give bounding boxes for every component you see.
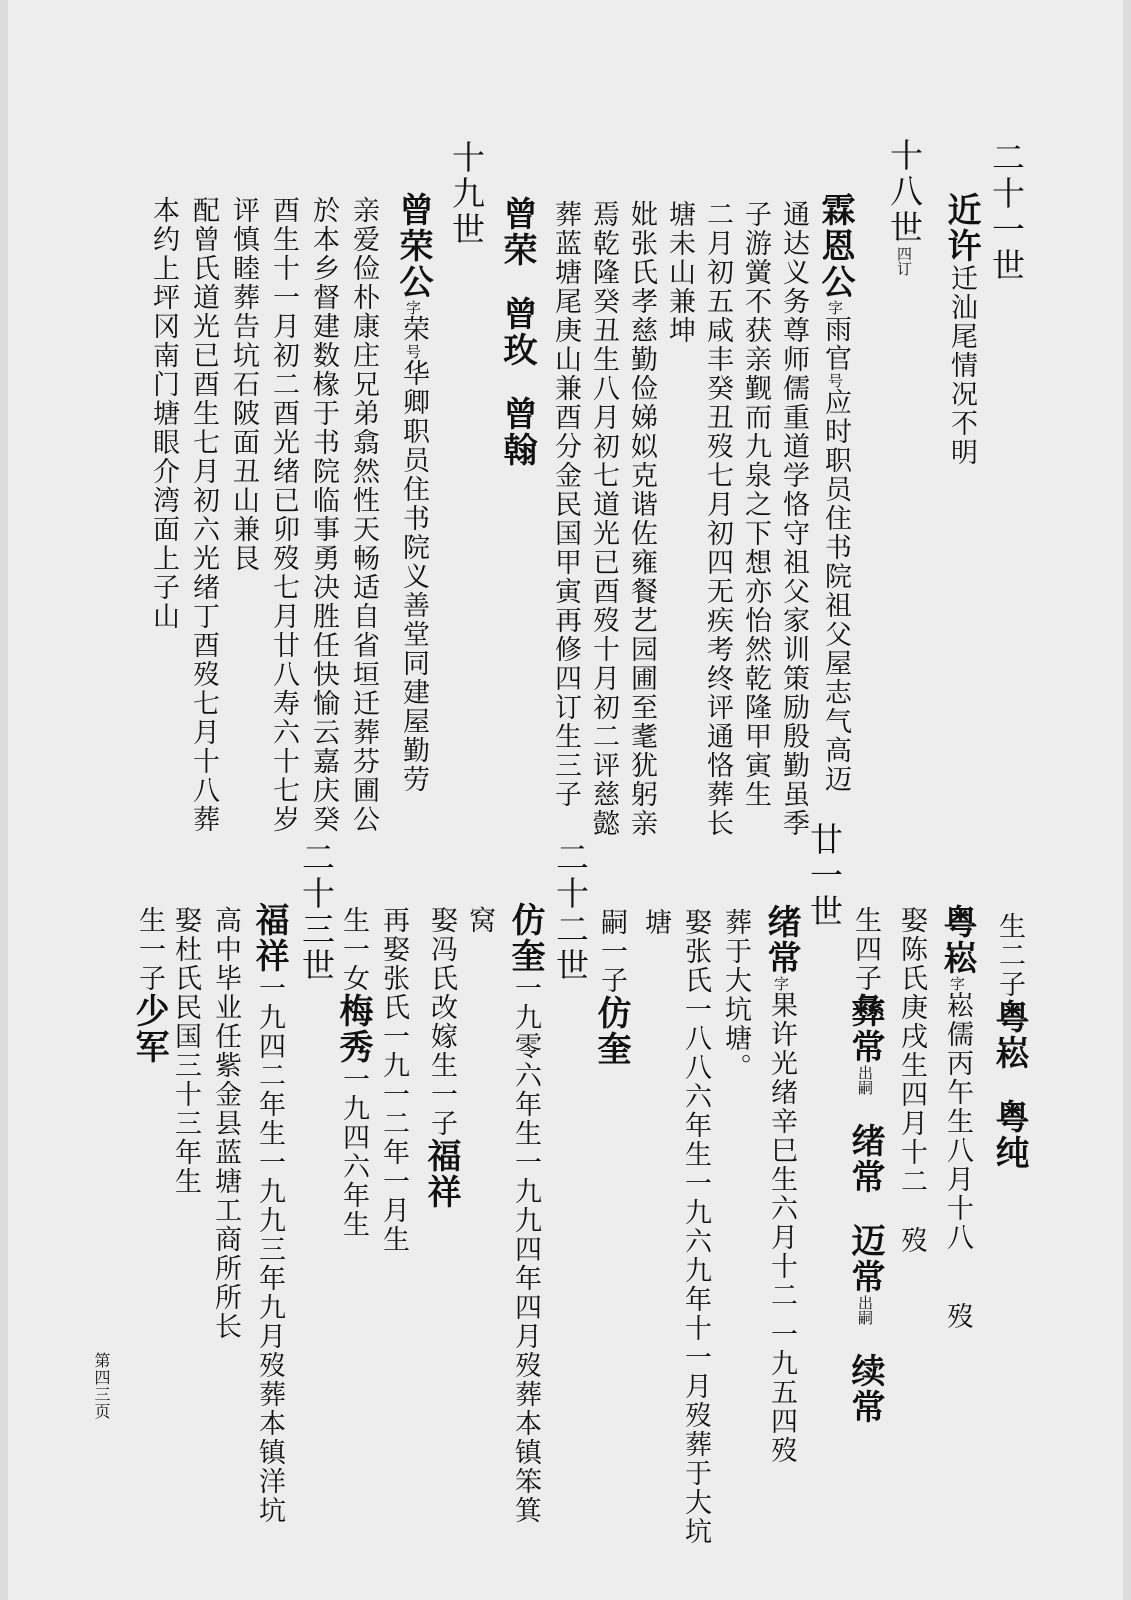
entry-text: 生二子	[994, 912, 1025, 999]
child-name: 彝常	[845, 993, 885, 1065]
person-name: 曾荣公	[393, 192, 433, 300]
page-number: 第四三页	[92, 1352, 111, 1420]
person-name: 近许	[941, 192, 981, 264]
entry-text: 迁汕尾情况不明	[946, 264, 977, 467]
courtesy-name: 雨官	[820, 315, 851, 373]
text-column: 窝	[464, 906, 495, 935]
annotation: 号	[404, 344, 422, 359]
text-column: 亲爱俭朴康庄兄弟翕然性天畅适自省垣迁葬芬圃公	[348, 196, 379, 834]
entry-text: 一九四六年生	[338, 1065, 369, 1239]
entry-text: 一九零六年生一九九四年四月歿葬本镇笨箕	[510, 974, 541, 1525]
entry-xuchang	[761, 904, 801, 1465]
son-line	[129, 906, 169, 1065]
child-name: 绪常	[845, 1123, 885, 1195]
entry-fuxiang	[249, 902, 289, 1525]
child-name: 粤纯	[989, 1099, 1029, 1171]
child-name: 粤崧	[989, 999, 1029, 1071]
text-column: 酉生十一月初二酉光绪已卯歿七月廿八寿六十七岁	[268, 196, 299, 834]
entry-text: 一九五四歿	[766, 1320, 797, 1465]
entry-fangkui	[505, 902, 545, 1525]
entry-text: 应时职员住书院祖父屋志气高迈	[820, 388, 851, 794]
spouse-line	[898, 906, 925, 1255]
child-name: 续常	[845, 1353, 885, 1425]
spouse-line	[421, 906, 461, 1210]
entry-jinxu	[941, 192, 981, 467]
generation-label: 十八世	[885, 138, 924, 246]
text-column: 高中毕业任紫金县蓝塘工商所所长	[210, 906, 241, 1341]
entry-text: 一九四二年生一九九三年九月歿葬本镇洋坑	[254, 974, 285, 1525]
entry-text: 娶陈氏庚戌生四月十二	[896, 906, 927, 1196]
generation-heading-18	[885, 138, 924, 276]
child-name: 曾荣	[497, 196, 537, 268]
children-list	[497, 196, 537, 468]
annotation: 出嗣	[856, 1065, 874, 1095]
person-name: 霖恩公	[815, 192, 855, 300]
death-mark: 歿	[942, 1302, 973, 1331]
entry-text: 娶冯氏改嫁生一子	[426, 906, 457, 1138]
annotation: 出嗣	[856, 1295, 874, 1325]
annotation: 字	[772, 976, 790, 991]
child-name: 梅秀	[333, 993, 373, 1065]
death-mark: 歿	[896, 1226, 927, 1255]
text-column: 配曾氏道光已酉生七月初六光绪丁酉歿七月十八葬	[188, 196, 219, 834]
revision-note: 四订	[895, 246, 913, 276]
child-name: 福祥	[421, 1138, 461, 1210]
text-column: 塘未山兼坤	[664, 200, 695, 345]
entry-zengrong	[393, 192, 433, 794]
entry-text: 生一子	[134, 906, 165, 993]
child-name: 迈常	[845, 1223, 885, 1295]
generation-heading-21b: 廿一世	[805, 822, 844, 930]
entry-text: 生四子	[850, 906, 881, 993]
text-column: 塘	[640, 908, 671, 937]
text-column: 二月初五咸丰癸丑歿七月初四无疾考终评通恪葬长	[702, 200, 733, 838]
text-column: 娶张氏一八八六年生一九六九年十一月歿葬于大坑	[680, 908, 711, 1546]
text-column: 通达义务尊师儒重道学恪守祖父家训策励殷勤虽季	[778, 200, 809, 838]
text-column: 葬于大坑塘。	[720, 908, 751, 1082]
text-column: 妣张氏孝慈勤俭娣姒克谐佐雍餐艺园圃至耄犹躬亲	[626, 200, 657, 838]
generation-heading-21: 二十一世	[987, 140, 1026, 284]
text-column: 子游黉不获亲觐而九泉之下想亦怡然乾隆甲寅生	[740, 200, 771, 809]
entry-text: 嗣一子	[596, 908, 627, 995]
entry-linen	[815, 192, 855, 794]
text-column: 於本乡督建数椽于书院临事勇决胜任快愉云嘉庆癸	[308, 196, 339, 834]
generation-heading-19: 十九世	[447, 140, 486, 248]
annotation: 字	[826, 300, 844, 315]
child-name: 曾翰	[497, 396, 537, 468]
entry-text: 果许光绪辛巳生六月十二	[766, 991, 797, 1310]
person-name: 粤崧	[937, 904, 977, 976]
text-column: 再娶张氏一九一二年一月生	[378, 906, 409, 1254]
entry-text: 华卿职员住书院义善堂同建屋勤劳	[398, 359, 429, 794]
child-name: 少军	[129, 993, 169, 1065]
children-line	[989, 912, 1029, 1171]
entry-text: 崧儒丙午生八月十八	[942, 991, 973, 1252]
right-page-edge	[1123, 0, 1131, 1600]
courtesy-name: 荣	[398, 315, 429, 344]
text-column: 焉乾隆癸丑生八月初七道光已酉歿十月初二评慈懿	[588, 200, 619, 838]
left-page-edge	[0, 0, 8, 1600]
entry-yuesong	[937, 904, 977, 1331]
annotation: 号	[826, 373, 844, 388]
entry-text: 生一女	[338, 906, 369, 993]
children-line	[845, 906, 885, 1425]
daughter-line	[333, 906, 373, 1239]
annotation: 字	[404, 300, 422, 315]
text-column: 娶杜氏民国三十三年生	[170, 906, 201, 1196]
text-column: 本约上坪冈南门塘眼介湾面上子山	[148, 196, 179, 631]
generation-heading-22: 二十二世	[551, 840, 590, 984]
annotation: 字	[948, 976, 966, 991]
person-name: 绪常	[761, 904, 801, 976]
person-name: 福祥	[249, 902, 289, 974]
child-name: 曾玫	[497, 296, 537, 368]
text-column: 评慎睦葬告坑石陂面丑山兼艮	[228, 196, 259, 573]
text-column: 葬蓝塘尾庚山兼酉分金民国甲寅再修四订生三子	[550, 200, 581, 809]
child-name: 仿奎	[591, 995, 631, 1067]
heir-line	[591, 908, 631, 1067]
person-name: 仿奎	[505, 902, 545, 974]
generation-heading-23: 二十三世	[297, 840, 336, 984]
